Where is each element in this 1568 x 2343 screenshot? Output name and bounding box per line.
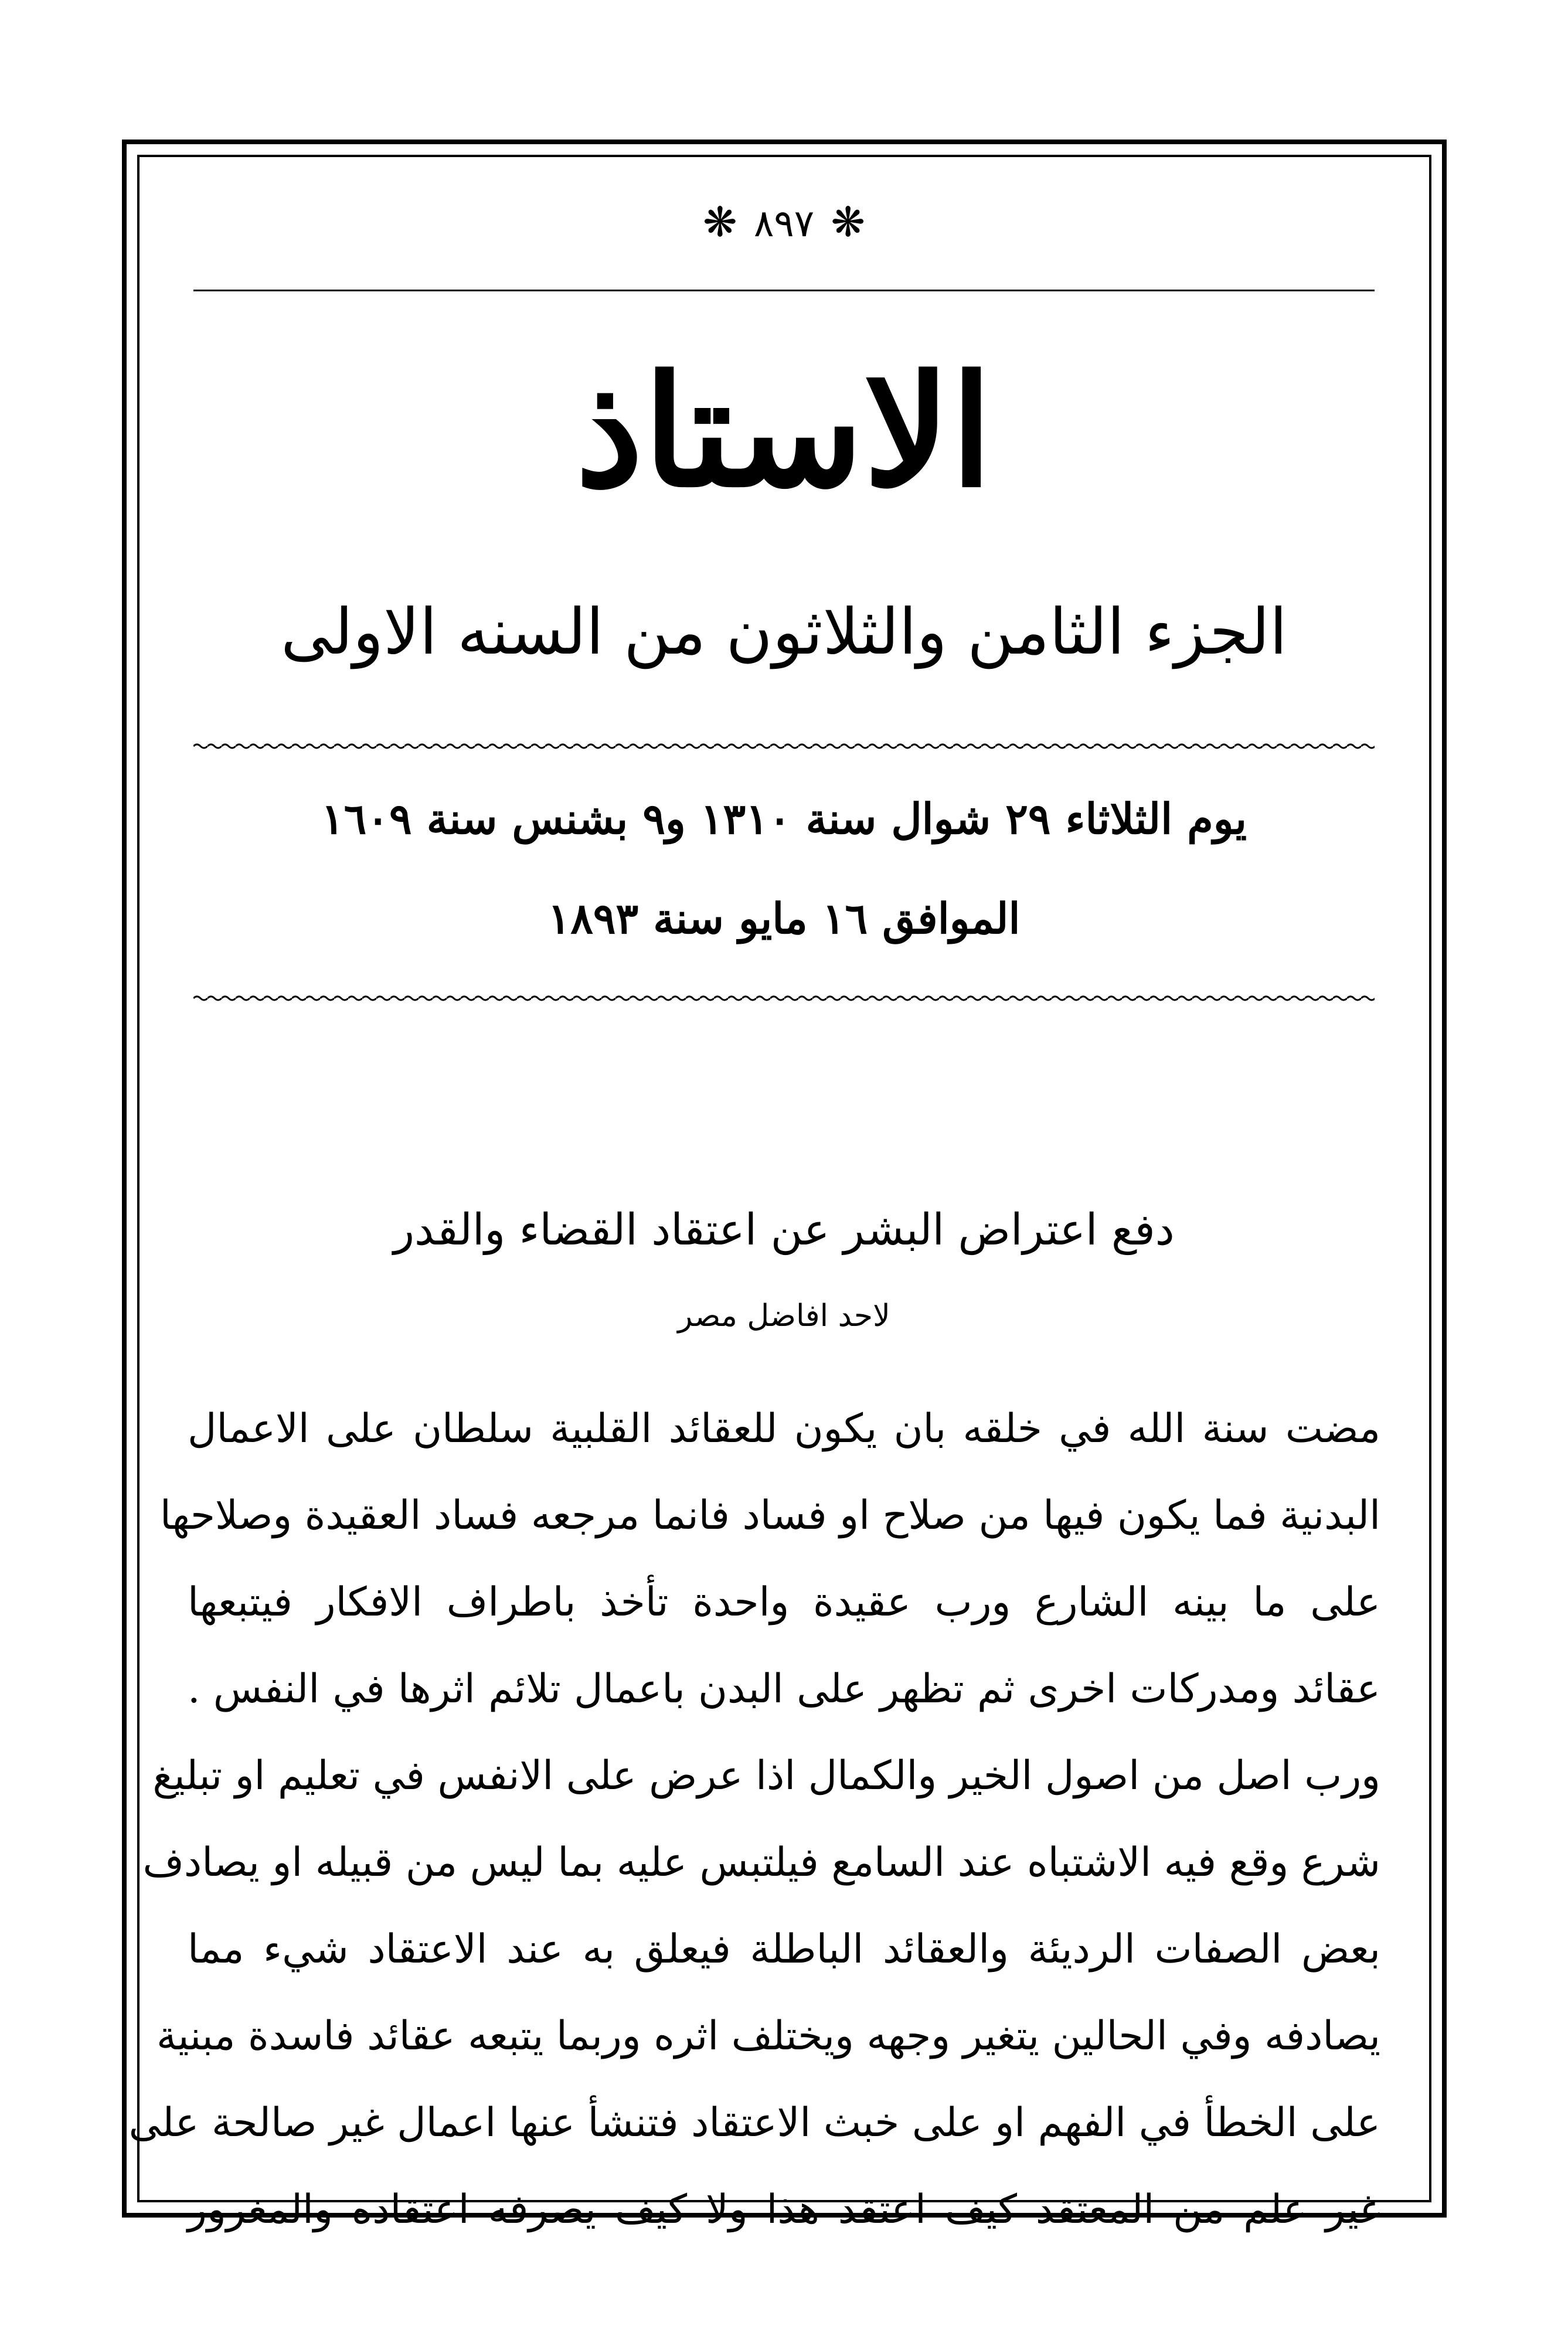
ornament-icon: ❋ (831, 198, 866, 246)
body-line: على الخطأ في الفهم او على خبث الاعتقاد فتنشأ عنها اعمال غير صالحة على (128, 2100, 1380, 2146)
body-line: يصادفه وفي الحالين يتغير وجهه ويختلف اثره وربما يتبعه عقائد فاسدة مبنية (156, 2013, 1380, 2059)
date-line-hijri: يوم الثلاثاء ٢٩ شوال سنة ١٣١٠ و٩ بشنس سنة ١٦٠٩ (321, 794, 1247, 844)
article-body (128, 1386, 1380, 2253)
body-line: البدنية فما يكون فيها من صلاح او فساد فانما مرجعه فساد العقيدة وصلاحها (159, 1492, 1380, 1539)
page-content (128, 155, 1392, 2233)
body-line: ورب اصل من اصول الخير والكمال اذا عرض على الانفس في تعليم او تبليغ (152, 1753, 1380, 1799)
body-line: غير علم من المعتقد كيف اعتقد هذا ولا كيف يصرفه اعتقاده والمغرور (188, 2186, 1380, 2233)
page-number: ٨٩٧ (753, 202, 815, 246)
page-number-header (176, 198, 1392, 246)
masthead-title: الاستاذ (575, 342, 993, 521)
date-line-gregorian: الموافق ١٦ مايو سنة ١٨٩٣ (547, 893, 1021, 943)
body-line: على ما بينه الشارع ورب عقيدة واحدة تأخذ باطراف الافكار فيتبعها (188, 1579, 1380, 1626)
body-line: مضت سنة الله في خلقه بان يكون للعقائد القلبية سلطان على الاعمال (188, 1406, 1380, 1452)
body-line: عقائد ومدركات اخرى ثم تظهر على البدن باعمال تلائم اثرها في النفس . (188, 1666, 1380, 1712)
article-title: دفع اعتراض البشر عن اعتقاد القضاء والقدر (393, 1205, 1175, 1255)
wavy-divider (193, 741, 1375, 751)
article-author: لاحد افاضل مصر (678, 1298, 890, 1334)
body-line: شرع وقع فيه الاشتباه عند السامع فيلتبس عليه بما ليس من قبيله او يصادف (142, 1839, 1380, 1886)
header-rule (193, 290, 1375, 291)
wavy-divider (193, 993, 1375, 1004)
issue-line: الجزء الثامن والثلاثون من السنه الاولى (281, 596, 1287, 669)
body-line: بعض الصفات الرديئة والعقائد الباطلة فيعلق به عند الاعتقاد شيء مما (188, 1926, 1380, 1973)
ornament-icon: ❋ (702, 198, 737, 246)
